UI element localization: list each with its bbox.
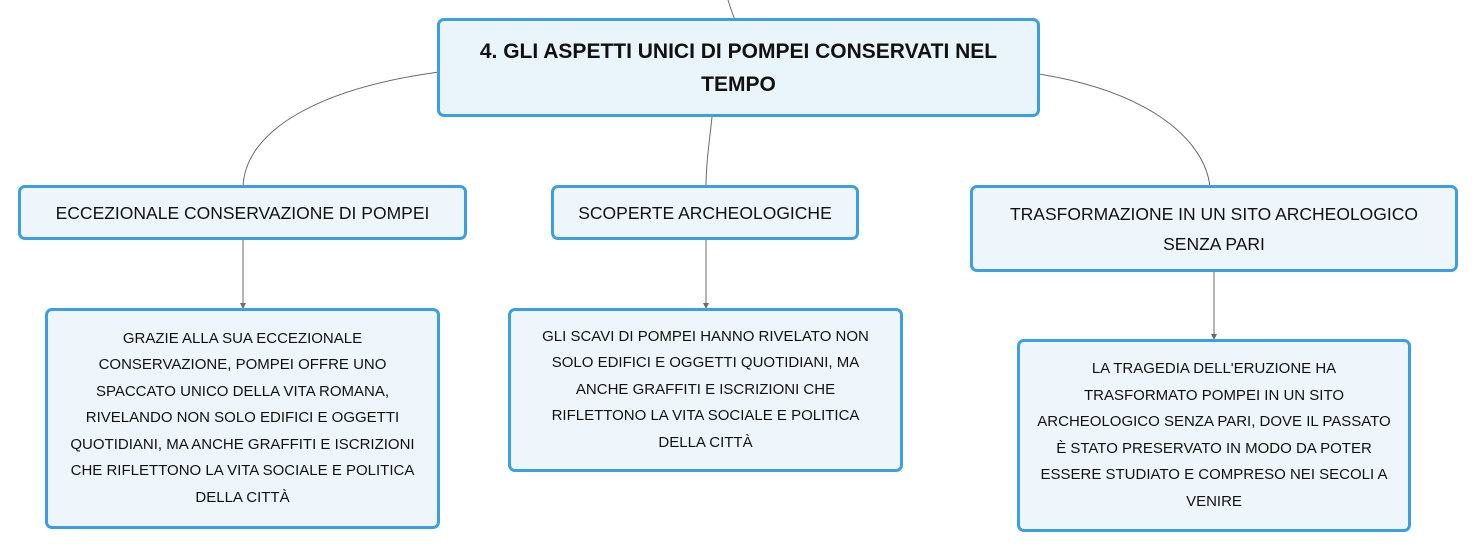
detail-node-trasformazione-sito[interactable] [1017,339,1411,532]
parent-connector [728,0,735,20]
central-topic-node[interactable] [437,18,1040,117]
detail-node-eccezionale-conservazione[interactable] [45,308,440,529]
connector-central-to-branch-1 [243,72,439,187]
branch-label: TRASFORMAZIONE IN UN SITO ARCHEOLOGICO SENZA PARI [1009,203,1419,254]
detail-text: GRAZIE ALLA SUA ECCEZIONALE CONSERVAZIONE, POMPEI OFFRE UNO SPACCATO UNICO DELLA VITA ROMANA, RIVELANDO NON SOLO EDIFICI E OGGETTI QUOTIDIANI, MA ANCHE GRAFFITI E ISCRIZIONI CHE RIFLETTONO LA VITA SOCIALE E POLITICA DELLA CITTÀ [70,329,415,506]
detail-node-scoperte-archeologiche[interactable] [508,308,903,472]
connector-central-to-branch-3 [1039,74,1210,187]
detail-text: LA TRAGEDIA DELL'ERUZIONE HA TRASFORMATO POMPEI IN UN SITO ARCHEOLOGICO SENZA PARI, DOVE IL PASSATO È STATO PRESERVATO IN MODO DA POTER ESSERE STUDIATO E COMPRESO NEI SECOLI A VENIRE [1037,360,1391,510]
connector-central-to-branch-2 [706,117,712,187]
branch-node-eccezionale-conservazione[interactable] [18,185,467,240]
branch-node-trasformazione-sito[interactable] [970,185,1458,272]
branch-node-scoperte-archeologiche[interactable] [551,185,859,240]
branch-label: ECCEZIONALE CONSERVAZIONE DI POMPEI [55,202,430,223]
branch-label: SCOPERTE ARCHEOLOGICHE [578,202,832,223]
detail-text: GLI SCAVI DI POMPEI HANNO RIVELATO NON SOLO EDIFICI E OGGETTI QUOTIDIANI, MA ANCHE GRAFFITI E ISCRIZIONI CHE RIFLETTONO LA VITA SOCIALE E POLITICA DELLA CITTÀ [542,327,869,451]
central-topic-title: 4. GLI ASPETTI UNICI DI POMPEI CONSERVATI NEL TEMPO [479,39,998,96]
